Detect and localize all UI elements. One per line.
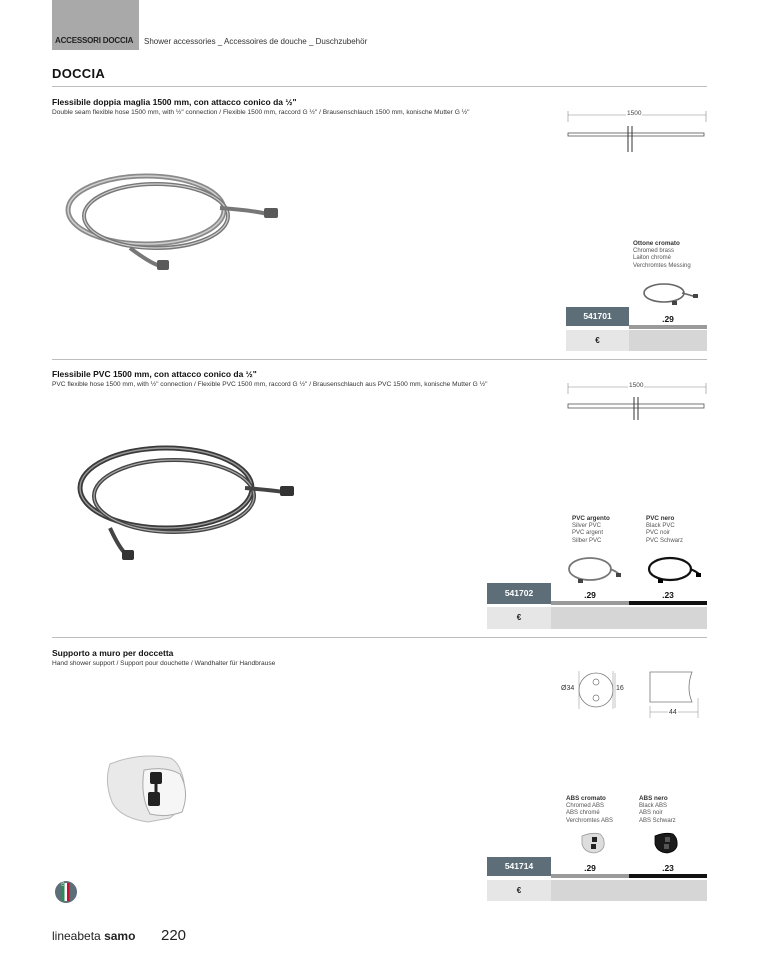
variant-info [633, 240, 691, 270]
dimension-diameter: Ø34 [561, 685, 575, 692]
product-code: 541714 [487, 857, 551, 876]
product-subtitle: Hand shower support / Support pour douchette / Wandhalter für Handbrause [52, 660, 276, 667]
variant-line: Laiton chromé [633, 255, 672, 262]
variant-line: Silber PVC [572, 537, 602, 544]
product-code: 541702 [487, 583, 551, 604]
variant-name: ABS nero [639, 795, 668, 802]
variant-line: ABS chromé [566, 810, 600, 817]
italy-badge-label: ITALY [60, 875, 65, 886]
variant-info [639, 795, 676, 825]
currency-cell: € [487, 880, 551, 901]
page-number: 220 [161, 927, 187, 944]
variant-name: ABS cromato [566, 795, 606, 802]
variant-line: PVC noir [646, 530, 671, 537]
variant-thumbnail-icon [640, 281, 700, 309]
header-tab [52, 0, 139, 50]
page-title: DOCCIA [52, 66, 106, 81]
wall-support-photo-icon [100, 752, 200, 826]
header-subtitle: Shower accessories _ Accessoires de douche _ Duschzubehör [144, 37, 368, 46]
variant-line: Chromed brass [633, 247, 675, 254]
product-title: Flessibile doppia maglia 1500 mm, con attacco conico da ½" [52, 97, 297, 107]
dimension-depth: 16 [616, 685, 624, 692]
variant-line: ABS Schwarz [639, 817, 676, 824]
currency-cell: € [566, 330, 629, 351]
variant-line: Verchromtes ABS [566, 817, 614, 824]
variant-line: Verchromtes Messing [633, 262, 691, 269]
hose-photo-icon [60, 158, 290, 283]
product-subtitle: PVC flexible hose 1500 mm, with ½" connection / Flexible PVC 1500 mm, raccord G ½" / Brausenschlauch aus PVC 1500 mm, konische Mutter G ½" [52, 381, 488, 388]
product-title: Flessibile PVC 1500 mm, con attacco conico da ½" [52, 369, 257, 379]
variant-line: Chromed ABS [566, 802, 605, 809]
dimension-label: 1500 [627, 110, 642, 117]
price: .23 [629, 590, 707, 601]
variant-line: ABS noir [639, 810, 663, 817]
variant-info [646, 515, 683, 545]
price: .29 [551, 590, 629, 601]
variant-thumbnail-icon [644, 555, 704, 587]
variant-info [566, 795, 613, 825]
header-tab-label: ACCESSORI DOCCIA [55, 36, 134, 45]
price-bar [629, 874, 707, 878]
brand-light: lineabeta [52, 929, 101, 943]
variant-thumbnail-icon [564, 555, 624, 587]
variant-name: Ottone cromato [633, 240, 680, 247]
variant-line: PVC Schwarz [646, 537, 684, 544]
product-title: Supporto a muro per doccetta [52, 648, 174, 658]
divider [52, 637, 707, 638]
dimension-label: 1500 [629, 382, 644, 389]
price: .29 [551, 863, 629, 874]
footer-brand [52, 929, 135, 943]
variant-thumbnail-icon [580, 832, 606, 854]
pvc-hose-photo-icon [70, 428, 310, 568]
product-subtitle: Double seam flexible hose 1500 mm, with ½" connection / Flexible 1500 mm, raccord G ½" / Brausenschlauch 1500 mm, konische Mutter G ½" [52, 109, 470, 116]
price-fill [551, 607, 707, 629]
price-bar [629, 601, 707, 605]
price-bar [551, 874, 629, 878]
product-code: 541701 [566, 307, 629, 326]
variant-name: PVC nero [646, 515, 675, 522]
variant-info [572, 515, 610, 545]
variant-line: Silver PVC [572, 522, 602, 529]
divider [52, 359, 707, 360]
dimension-width: 44 [669, 709, 677, 716]
variant-name: PVC argento [572, 515, 610, 522]
variant-line: PVC argent [572, 530, 604, 537]
price: .23 [629, 863, 707, 874]
divider [52, 86, 707, 87]
variant-line: Black ABS [639, 802, 668, 809]
price: .29 [629, 313, 707, 325]
variant-thumbnail-icon [653, 832, 679, 854]
price-bar [551, 601, 629, 605]
price-fill [629, 330, 707, 351]
brand-bold: samo [104, 929, 136, 943]
currency-cell: € [487, 607, 551, 629]
price-bar [629, 325, 707, 329]
italy-badge-icon [54, 880, 78, 904]
variant-line: Black PVC [646, 522, 675, 529]
price-fill [551, 880, 707, 901]
